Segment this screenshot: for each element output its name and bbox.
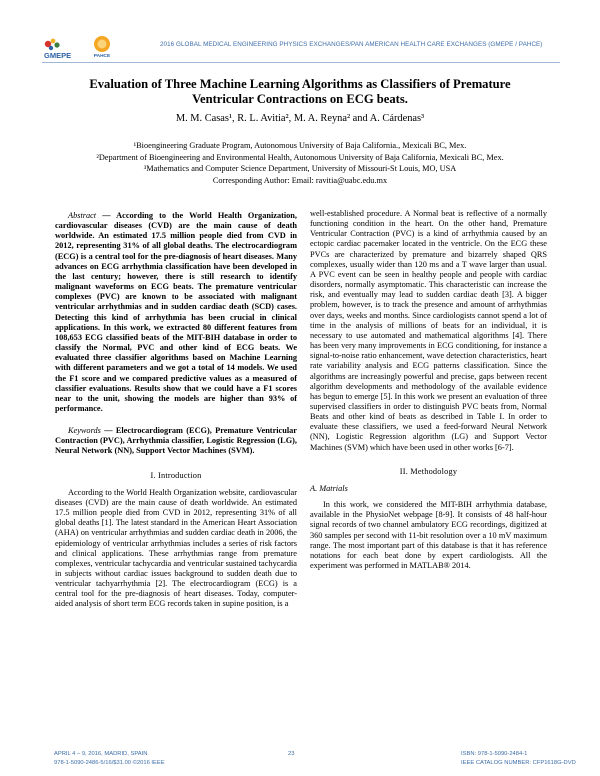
keywords-body: — Electrocardiogram (ECG), Premature Ventricular Contraction (PVC), Arrhythmia classifier, Logistic Regression (LG), Neural Network (NN), Support Vector Machines (SVM). xyxy=(55,426,297,456)
right-column xyxy=(310,209,547,571)
affiliation-1: ¹Bioengineering Graduate Program, Autonomous University of Baja California., Mexicali BC, Mex. xyxy=(133,141,467,150)
title-line-1: Evaluation of Three Machine Learning Algorithms as Classifiers of Premature xyxy=(89,77,511,91)
affiliation-2: ²Department of Bioengineering and Environmental Health, Autonomous University of Baja California, Mexicali BC, Mex. xyxy=(96,152,504,162)
abstract-label: Abstract xyxy=(68,211,97,220)
section-methodology-heading: II. Methodology xyxy=(399,466,458,476)
corresponding-author: Corresponding Author: Email: ravitia@uabc.edu.mx xyxy=(212,175,388,185)
gmepe-logo xyxy=(42,36,86,60)
footer-right xyxy=(461,750,576,767)
intro-continued-paragraph: well-established procedure. A Normal beat is reflective of a normally functioning condition in the heart. On the other hand, Premature Ventricular Contraction (PVC) is a kind of arrhythmia caused by an ectopic cardiac pacemaker located in the ventricle. On the ECG these PVCs are characterized by premature and bizarrely shaped QRS complexes, usually wider than 120 ms and a T wave larger than usual. A PVC event can be seen in healthy people and people with cardiac disorders, normally asymptomatic. This characteristic can increase the risk, and eventually may lead to sudden cardiac death [3]. A bigger problem, however, is to track the presence and amount of arrhythmias over days, weeks and months. Since cardiologists cannot spend a lot of time in the analysis of millions of beats for an individual, it is necessary to use automated and mathematical algorithms [4]. There has been very many improvements in ECG conditioning, for instance a signal-to-noise ratio enhancement, wave detection characteristics, heart rate variability analysis and ECG patterns classification. Since the algorithms are increasingly powerful and precise, gaps between recent algorithm developments and methodology of the available evidence has begun to emerge [5]. In this work we present an evaluation of three supervised classifiers in order to distinguish PVC beats from, Normal Beats and other kind of beats as described in Table I. In order to evaluate these classifiers, we used a feed-forward Neural Network (NN), Logistic Regression algorithm (LG) and Support Vector Machines (SVM) which have been used in other works [6-7]. xyxy=(310,209,547,452)
pahce-logo xyxy=(90,34,114,58)
svg-text:PAHCE: PAHCE xyxy=(93,54,111,58)
methods-paragraph: In this work, we considered the MIT-BIH arrhythmia database, available in the PhysioNet webpage [8-9]. It consists of 48 half-hour signal records of two channel ambulatory ECG recordings, digitized at 360 samples per second with 11-bit resolution over a 10 mV maximum range. The most important part of this database is that it has reference notations for each beat done by expert cardiologists. All the experiment was performed in MATLAB® 2014. xyxy=(310,500,547,570)
footer-catalog: IEEE CATALOG NUMBER: CFP1618G-DVD xyxy=(461,759,576,766)
page-header xyxy=(42,34,562,64)
left-column xyxy=(55,211,297,610)
title-line-2: Ventricular Contractions on ECG beats. xyxy=(192,92,408,106)
svg-text:GMEPE: GMEPE xyxy=(44,51,72,60)
section-introduction-heading: I. Introduction xyxy=(150,470,202,480)
footer-isbn: ISBN: 978-1-5090-2484-1 xyxy=(461,751,528,757)
footer-copyright: 978-1-5090-2486-5/16/$31.00 ©2016 IEEE xyxy=(54,759,165,766)
keywords xyxy=(55,426,297,456)
footer-conference-date: APRIL 4 – 9, 2016, MADRID, SPAIN xyxy=(54,751,148,757)
paper-title xyxy=(40,77,560,107)
affiliation-3: ³Mathematics and Computer Science Department, University of Missouri-St Louis, MO, USA xyxy=(143,164,457,174)
subsection-materials-heading: A. Matrials xyxy=(310,483,348,493)
intro-paragraph: According to the World Health Organization website, cardiovascular diseases (CVD) are the main cause of death worldwide. An estimated 17.5 million people died from CVD in 2012, representing 31% of all global deaths [1]. The latest standard in the American Heart Association (AHA) on ventricular arrhythmias and sudden cardiac death in 2006, the epidemiology of ventricular arrhythmias includes a series of risk factors and clinical applications. These arrhythmias range from premature complexes, ventricular tachycardia and ventricular sustained tachycardia in subjects without cardiac issues background to sudden death due to ventricular tachyarrhythmia [2]. The electrocardiogram (ECG) is a central tool for the pre-diagnosis of heart diseases. Today, computer-aided analysis of short term ECG records taken in supine position, is a xyxy=(55,487,297,609)
authors: M. M. Casas¹, R. L. Avitia², M. A. Reyna² and A. Cárdenas³ xyxy=(175,113,425,124)
header-rule xyxy=(42,62,560,63)
conference-header: 2016 GLOBAL MEDICAL ENGINEERING PHYSICS EXCHANGES/PAN AMERICAN HEALTH CARE EXCHANGES (GMEPE / PAHCE) xyxy=(160,41,543,48)
page-number: 23 xyxy=(288,751,295,757)
abstract xyxy=(55,211,297,414)
footer-left xyxy=(54,750,165,767)
affiliations xyxy=(40,140,560,186)
abstract-body: — According to the World Health Organization, cardiovascular diseases (CVD) are the main cause of death worldwide. An estimated 17.5 million people died from CVD in 2012, representing 31% of all global deaths. The electrocardiogram (ECG) is a central tool for the pre-diagnosis of heart diseases. Many advances on ECG arrhythmia classification have been developed in the last century; however, there is still research to identify malignant waveforms on ECG beats. The premature ventricular complexes (PVC) are known to be associated with malignant ventricular arrhythmias and in sudden cardiac death (SCD) cases. Detecting this kind of arrhythmia has been crucial in clinical applications. In this work, we extracted 80 different features from 108,653 ECG classified beats of the MIT-BIH database in order to classify the Normal, PVC and other kind of ECG beats. We evaluated three classifier algorithms based on Machine Learning with different parameters and we got a total of 14 models. We used the F1 score and we compared predictive values as a measured of classifier evaluations. Results show that we could have a F1 scores near to the unit, showing the models are higher than 93% of performance. xyxy=(55,211,297,413)
keywords-label: Keywords xyxy=(68,426,101,436)
